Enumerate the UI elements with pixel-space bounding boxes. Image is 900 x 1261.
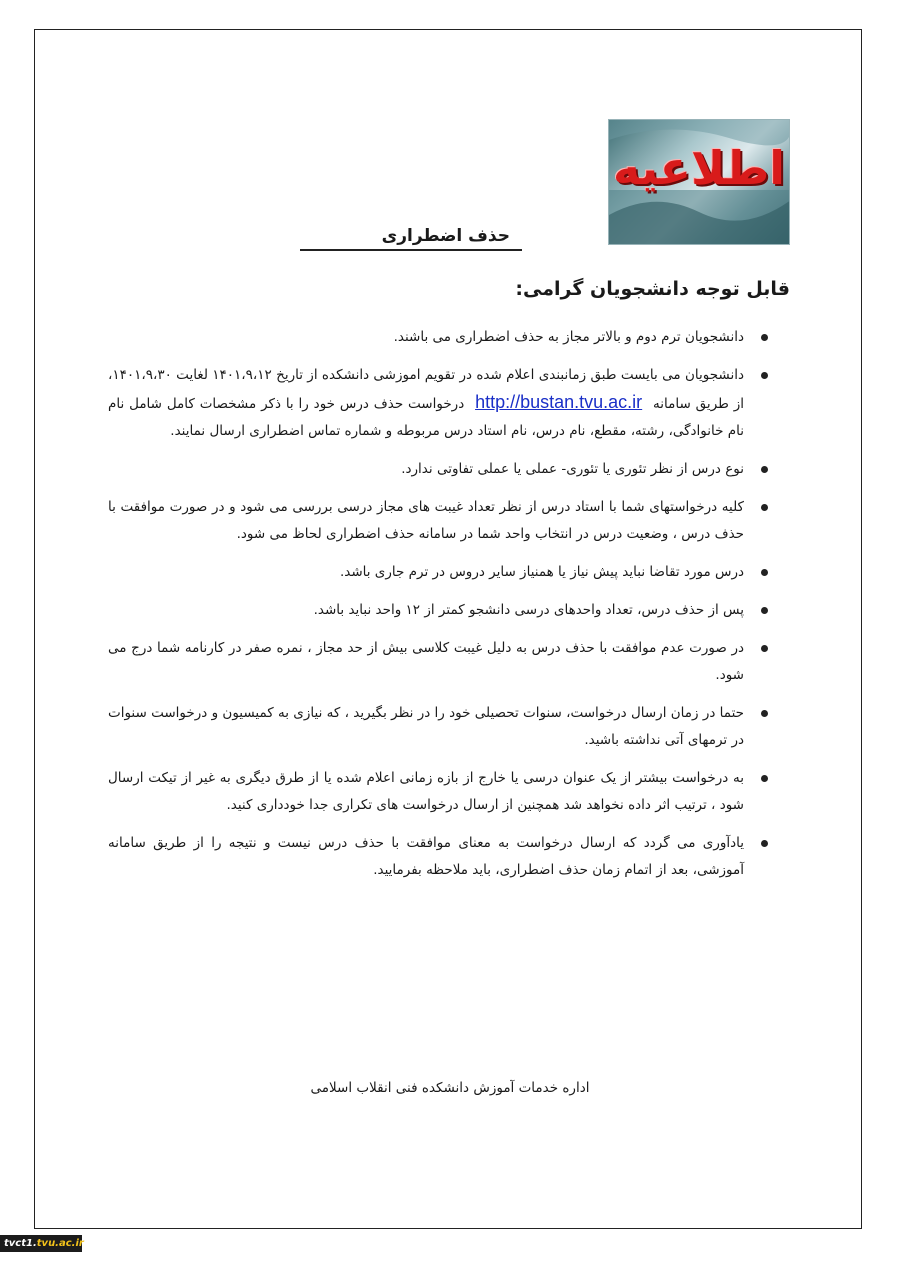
greeting-heading: قابل توجه دانشجویان گرامی: — [515, 278, 790, 300]
banner-title: اطلاعیه — [612, 141, 786, 195]
announcement-banner — [608, 119, 790, 245]
list-item — [108, 700, 768, 754]
list-item-text: درس مورد تقاضا نباید پیش نیاز یا همنیاز سایر دروس در ترم جاری باشد. — [339, 564, 744, 580]
list-item — [108, 765, 768, 819]
list-item-text: دانشجویان می بایست طبق زمانبندی اعلام شده در تقویم اموزشی دانشکده از تاریخ ۱۴۰۱،۹،۱۲ لغایت ۱۴۰۱،۹،۳۰، از طریق سامانه — [108, 367, 745, 412]
bullet-icon — [761, 607, 768, 614]
bullet-icon — [761, 569, 768, 576]
list-item-text: دانشجویان ترم دوم و بالاتر مجاز به حذف اضطراری می باشند. — [393, 329, 744, 345]
list-item-text: در صورت عدم موافقت با حذف درس به دلیل غیبت کلاسی بیش از حد مجاز ، نمره صفر در کارنامه شما درج می شود. — [108, 640, 744, 683]
page-title: حذف اضطراری — [300, 226, 522, 251]
list-item — [108, 456, 768, 483]
site-watermark — [0, 1235, 82, 1252]
signature: اداره خدمات آموزش دانشکده فنی انقلاب اسلامی — [310, 1080, 590, 1096]
list-item-text: نوع درس از نظر تئوری یا تئوری- عملی یا عملی تفاوتی ندارد. — [401, 461, 744, 477]
bullet-icon — [761, 645, 768, 652]
list-item-text: درخواست حذف درس خود را با ذکر مشخصات کامل شامل نام نام خانوادگی، رشته، مقطع، نام درس، نام استاد درس مربوطه و شماره تماس اضطراری ارسال نمایند. — [108, 396, 744, 439]
bullet-icon — [761, 775, 768, 782]
list-item — [108, 597, 768, 624]
rules-list — [108, 324, 768, 895]
bullet-icon — [761, 840, 768, 847]
list-item — [108, 494, 768, 548]
bullet-icon — [761, 334, 768, 341]
watermark-domain: tvu.ac.ir — [36, 1238, 84, 1249]
bullet-icon — [761, 466, 768, 473]
list-item-text: به درخواست بیشتر از یک عنوان درسی یا خارج از بازه زمانی اعلام شده یا از طرق دیگری به غیر از تیکت ارسال شود ، ترتیب اثر داده نخواهد شد همچنین از ارسال درخواست های تکراری جدا خودداری کنید. — [108, 770, 744, 813]
list-item-text: پس از حذف درس، تعداد واحدهای درسی دانشجو کمتر از ۱۲ واحد نباید باشد. — [313, 602, 744, 618]
watermark-prefix: tvct1. — [4, 1238, 37, 1249]
bullet-icon — [761, 504, 768, 511]
bullet-icon — [761, 372, 768, 379]
list-item — [108, 362, 768, 445]
list-item-text: یادآوری می گردد که ارسال درخواست به معنای موافقت با حذف درس نیست و نتیجه را از طریق سامانه آموزشی، بعد از اتمام زمان حذف اضطراری، باید ملاحظه بفرمایید. — [108, 835, 744, 878]
list-item — [108, 559, 768, 586]
list-item-text: حتما در زمان ارسال درخواست، سنوات تحصیلی خود را در نظر بگیرید ، که نیازی به کمیسیون و درخواست سنوات در ترمهای آتی نداشته باشید. — [108, 705, 744, 748]
list-item — [108, 830, 768, 884]
bustan-link[interactable]: http://bustan.tvu.ac.ir — [475, 392, 643, 412]
list-item-text: کلیه درخواستهای شما با استاد درس از نظر تعداد غیبت های مجاز درسی بررسی می شود و در صورت موافقت با حذف درس ، وضعیت درس در انتخاب واحد شما در سامانه حذف اضطراری لحاظ می شود. — [108, 499, 744, 542]
list-item — [108, 635, 768, 689]
list-item — [108, 324, 768, 351]
bullet-icon — [761, 710, 768, 717]
